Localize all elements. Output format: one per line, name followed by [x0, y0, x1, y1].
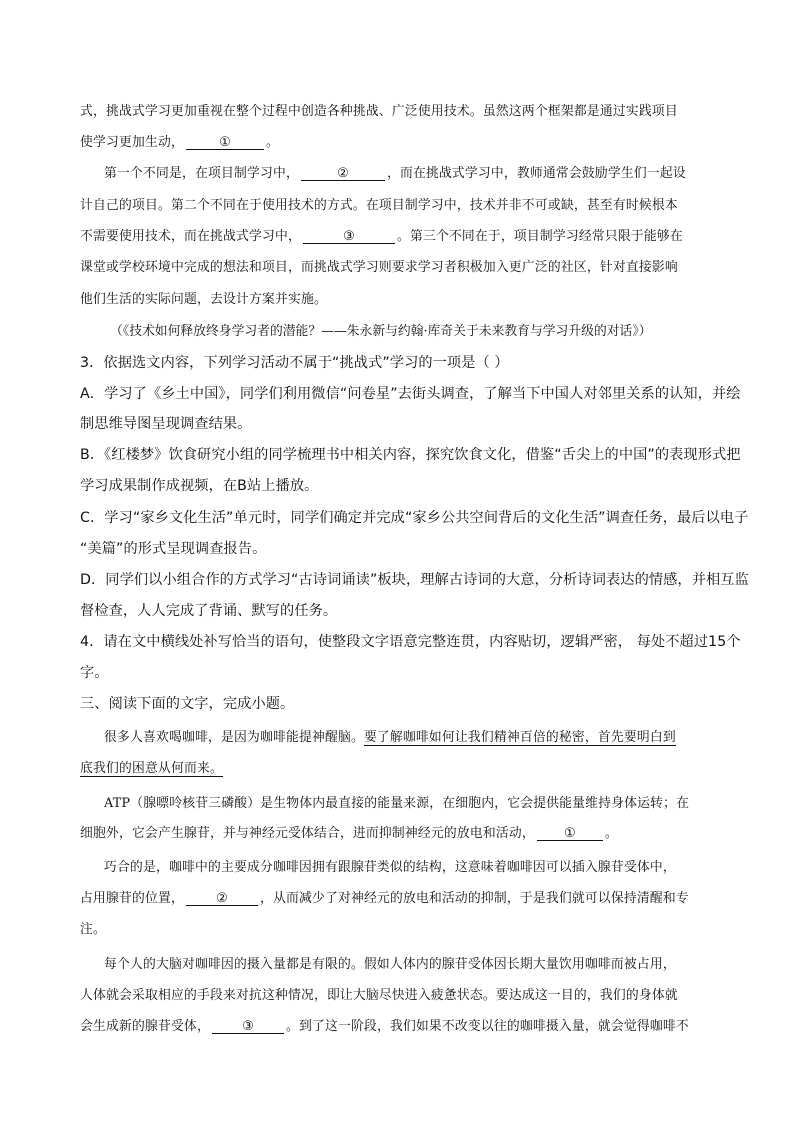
answer-blank-p2-3[interactable]: ③: [212, 1020, 284, 1034]
passage1-line2: 使学习更加生动， ① 。: [80, 135, 279, 150]
option-b-line2: 学习成果制作成视频，在B站上播放。: [80, 478, 319, 494]
answer-blank-2[interactable]: ②: [301, 167, 385, 181]
passage1-line5: 不需要使用技术，而在挑战式学习中， ③ 。第三个不同在于，项目制学习经常只限于能够在: [80, 229, 683, 244]
passage1-line4: 计自己的项目。第二个不同在于使用技术的方式。在项目制学习中，技术并非不可或缺，甚至有时候根本: [80, 198, 678, 213]
question-3-stem: 3．依据选文内容，下列学习活动不属于“挑战式”学习的一项是（ ）: [80, 355, 509, 371]
passage2-p4-line3: 会生成新的腺苷受体， ③ 。到了这一阶段，我们如果不改变以往的咖啡摄入量，就会觉得咖啡不: [80, 1019, 689, 1034]
underlined-sentence-end: 底我们的困意从何而来。: [80, 761, 223, 776]
answer-blank-3[interactable]: ③: [303, 230, 395, 244]
passage2-p4-line1: 每个人的大脑对咖啡因的摄入量都是有限的。假如人体内的腺苷受体因长期大量饮用咖啡而被占用，: [104, 957, 676, 972]
passage2-p3-line1: 巧合的是，咖啡中的主要成分咖啡因拥有跟腺苷类似的结构，这意味着咖啡因可以插入腺苷受体中，: [104, 860, 676, 875]
option-a-line2: 制思维导图呈现调查结果。: [80, 416, 252, 432]
option-b-line1: B．《红楼梦》饮食研究小组的同学梳理书中相关内容，探究饮食文化，借鉴“舌尖上的中国”的表现形式把: [80, 447, 741, 463]
option-c-line1: C．学习“家乡文化生活”单元时，同学们确定并完成“家乡公共空间背后的文化生活”调查任务，最后以电子: [80, 510, 749, 526]
section-3-heading: 三、阅读下面的文字，完成小题。: [80, 696, 295, 712]
passage2-p4-line2: 人体就会采取相应的手段来对抗这种情况，即让大脑尽快进入疲惫状态。要达成这一目的，我们的身体就: [80, 988, 678, 1003]
passage1-line7: 他们生活的实际问题，去设计方案并实施。: [80, 292, 327, 307]
passage2-p2-line2: 细胞外，它会产生腺苷，并与神经元受体结合，进而抑制神经元的放电和活动， ① 。: [80, 826, 618, 841]
answer-blank-1[interactable]: ①: [186, 136, 264, 150]
answer-blank-p2-1[interactable]: ①: [537, 827, 603, 841]
passage1-line3: 第一个不同是，在项目制学习中， ② ，而在挑战式学习中，教师通常会鼓励学生们一起设: [104, 166, 686, 181]
question-4-line1: 4．请在文中横线处补写恰当的语句，使整段文字语意完整连贯，内容贴切，逻辑严密， 每处不超过15个: [80, 634, 741, 650]
passage2-p3-line2: 占用腺苷的位置， ② ，从而减少了对神经元的放电和活动的抑制，于是我们就可以保持清醒和专: [80, 891, 689, 906]
question-4-line2: 字。: [80, 665, 109, 681]
answer-blank-p2-2[interactable]: ②: [186, 892, 258, 906]
underlined-sentence: 要了解咖啡如何让我们精神百倍的秘密，首先要明白到: [363, 730, 676, 745]
passage2-p1-line2: [80, 757, 720, 776]
passage1-line6: 课堂或学校环境中完成的想法和项目，而挑战式学习则要求学习者积极加入更广泛的社区，针对直接影响: [80, 260, 678, 275]
option-d-line2: 督检查，人人完成了背诵、默写的任务。: [80, 603, 338, 619]
option-a-line1: A．学习了《乡土中国》，同学们利用微信“问卷星”去街头调查，了解当下中国人对邻里关系的认知，并绘: [80, 386, 741, 402]
passage2-p2-line1: ATP（腺嘌呤核苷三磷酸）是生物体内最直接的能量来源，在细胞内，它会提供能量维持身体运转；在: [104, 796, 690, 811]
passage2-p1-line1: 很多人喜欢喝咖啡，是因为咖啡能提神醒脑。要了解咖啡如何让我们精神百倍的秘密，首先要明白到: [104, 730, 676, 745]
option-c-line2: “美篇”的形式呈现调查报告。: [80, 541, 267, 557]
passage2-p3-line3: 注。: [80, 922, 106, 937]
passage1-source: （《技术如何释放终身学习者的潜能？——朱永新与约翰·库奇关于未来教育与学习升级的对话》）: [110, 324, 652, 339]
option-d-line1: D．同学们以小组合作的方式学习“古诗词诵读”板块，理解古诗词的大意，分析诗词表达的情感，并相互监: [80, 572, 749, 588]
passage1-line1: 式，挑战式学习更加重视在整个过程中创造各种挑战、广泛使用技术。虽然这两个框架都是通过实践项目: [80, 104, 678, 119]
